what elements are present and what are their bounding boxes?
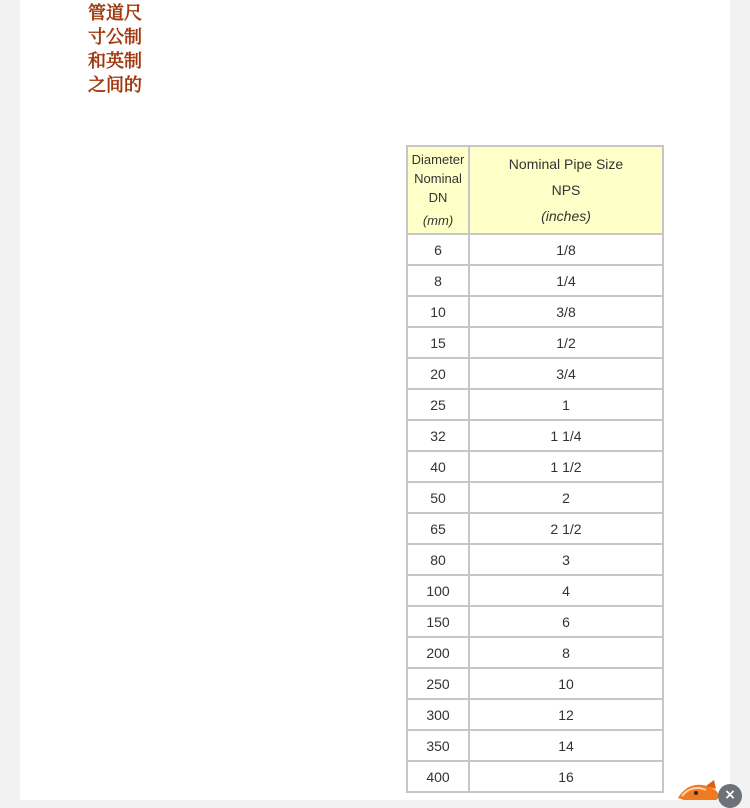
- nps-cell: 1 1/2: [470, 452, 662, 481]
- nps-cell: 3/8: [470, 297, 662, 326]
- dn-cell: 200: [408, 638, 468, 667]
- nps-cell: 3/4: [470, 359, 662, 388]
- nps-unit: (inches): [541, 208, 591, 224]
- dn-cell: 50: [408, 483, 468, 512]
- close-button[interactable]: [718, 784, 742, 808]
- table-row: [408, 762, 662, 791]
- nps-cell: 3: [470, 545, 662, 574]
- nps-cell: 10: [470, 669, 662, 698]
- nps-cell: 1/4: [470, 266, 662, 295]
- table-row: [408, 328, 662, 357]
- dn-cell: 80: [408, 545, 468, 574]
- dn-column-header: [408, 147, 468, 233]
- nps-cell: 16: [470, 762, 662, 791]
- dn-cell: 6: [408, 235, 468, 264]
- table-row: [408, 607, 662, 636]
- nps-cell: 1/8: [470, 235, 662, 264]
- table-row: [408, 669, 662, 698]
- table-body: [408, 235, 662, 791]
- table-row: [408, 576, 662, 605]
- dn-header-line: Nominal: [414, 171, 462, 186]
- table-row: [408, 297, 662, 326]
- dn-cell: 10: [408, 297, 468, 326]
- nps-cell: 2 1/2: [470, 514, 662, 543]
- dn-cell: 65: [408, 514, 468, 543]
- nps-cell: 1/2: [470, 328, 662, 357]
- nps-cell: 6: [470, 607, 662, 636]
- nps-cell: 1 1/4: [470, 421, 662, 450]
- table-row: [408, 266, 662, 295]
- table-header-row: [408, 147, 662, 233]
- dn-cell: 25: [408, 390, 468, 419]
- table-row: [408, 638, 662, 667]
- dn-cell: 350: [408, 731, 468, 760]
- nps-cell: 2: [470, 483, 662, 512]
- dn-cell: 300: [408, 700, 468, 729]
- nps-cell: 1: [470, 390, 662, 419]
- dn-cell: 150: [408, 607, 468, 636]
- dn-unit: (mm): [422, 213, 454, 228]
- nps-cell: 14: [470, 731, 662, 760]
- table-row: [408, 545, 662, 574]
- dn-cell: 32: [408, 421, 468, 450]
- table-row: [408, 452, 662, 481]
- close-icon: ×: [724, 787, 736, 803]
- dn-cell: 100: [408, 576, 468, 605]
- nps-cell: 8: [470, 638, 662, 667]
- dn-cell: 20: [408, 359, 468, 388]
- table-row: [408, 235, 662, 264]
- dn-cell: 15: [408, 328, 468, 357]
- table-row: [408, 421, 662, 450]
- nps-header-abbr: NPS: [551, 182, 581, 198]
- dn-header-line: DN: [428, 190, 448, 205]
- dn-cell: 8: [408, 266, 468, 295]
- dn-header-line: Diameter: [411, 152, 465, 167]
- page-title: 管道尺寸公制和英制之间的: [88, 3, 142, 96]
- dn-nps-table: [406, 145, 664, 793]
- nps-cell: 4: [470, 576, 662, 605]
- table-row: [408, 390, 662, 419]
- table-row: [408, 359, 662, 388]
- dn-cell: 40: [408, 452, 468, 481]
- nps-header-name: Nominal Pipe Size: [508, 156, 624, 172]
- table-row: [408, 483, 662, 512]
- nps-column-header: [470, 147, 662, 233]
- dn-cell: 400: [408, 762, 468, 791]
- table-row: [408, 514, 662, 543]
- dn-cell: 250: [408, 669, 468, 698]
- nps-cell: 12: [470, 700, 662, 729]
- table-row: [408, 700, 662, 729]
- table-row: [408, 731, 662, 760]
